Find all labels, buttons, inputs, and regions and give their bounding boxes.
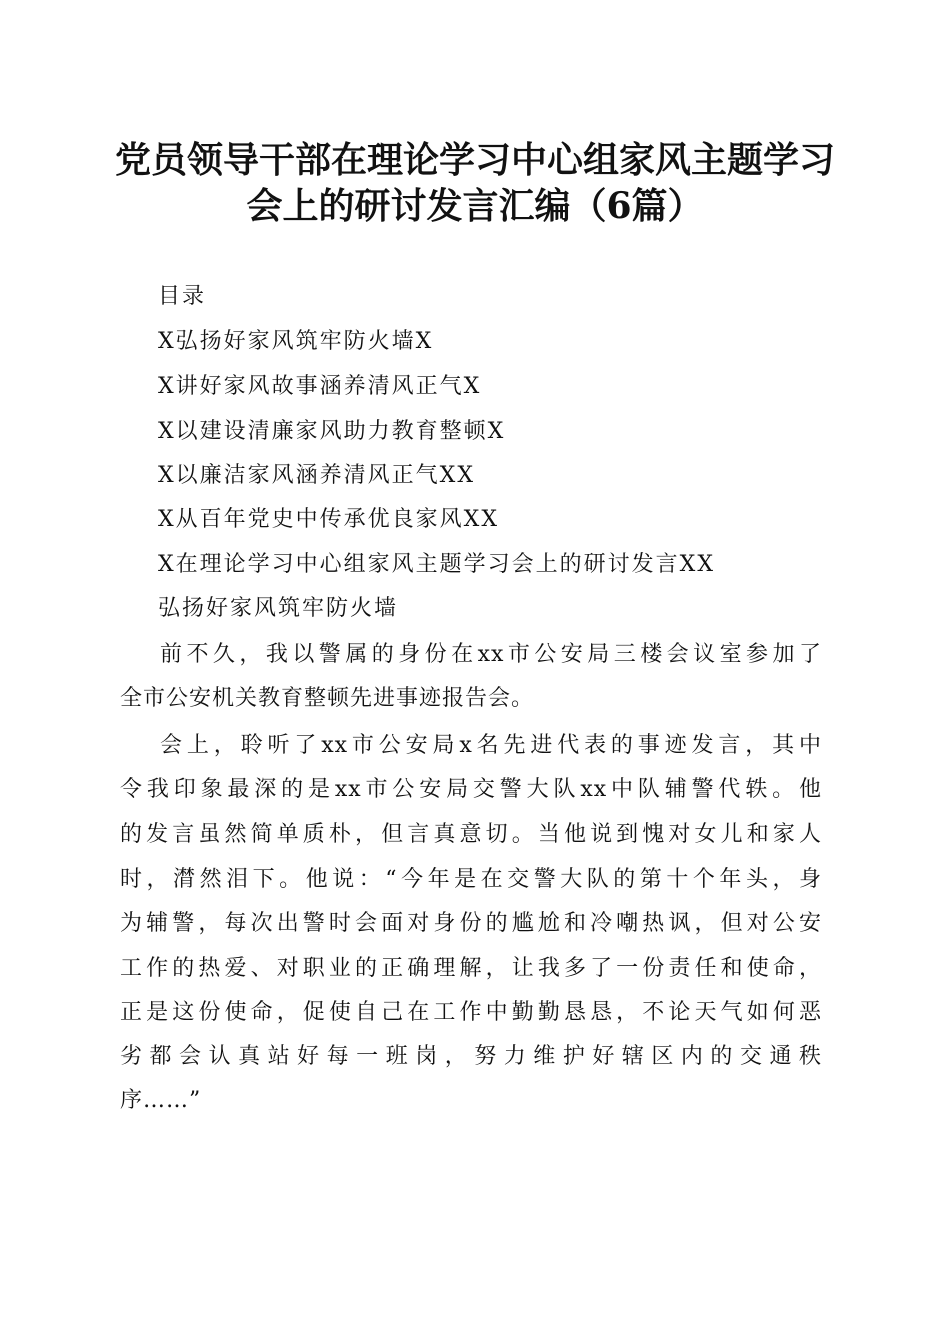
paragraph-2-line: 时，潸然泪下。他说：“今年是在交警大队的第十个年头，身 [120, 867, 822, 892]
toc-item: X以建设清廉家风助力教育整顿X [158, 419, 506, 444]
paragraph-2-line: 工作的热爱、对职业的正确理解，让我多了一份责任和使命， [120, 956, 822, 981]
toc-item: X在理论学习中心组家风主题学习会上的研讨发言XX [158, 552, 715, 577]
toc-item: X弘扬好家风筑牢防火墙X [158, 329, 434, 354]
document-title-line-2: 会上的研讨发言汇编（6篇） [246, 185, 704, 227]
paragraph-2-line: 劣都会认真站好每一班岗，努力维护好辖区内的交通秩 [120, 1044, 822, 1069]
toc-item: X从百年党史中传承优良家风XX [158, 507, 499, 532]
toc-item: X讲好家风故事涵养清风正气X [158, 374, 482, 399]
section-title: 弘扬好家风筑牢防火墙 [158, 596, 399, 621]
document-title-line-1: 党员领导干部在理论学习中心组家风主题学习 [114, 139, 835, 181]
paragraph-2-line: 会上，聆听了xx市公安局x名先进代表的事迹发言，其中 [160, 733, 822, 758]
paragraph-1-line: 前不久，我以警属的身份在xx市公安局三楼会议室参加了 [160, 642, 822, 667]
paragraph-1-line: 全市公安机关教育整顿先进事迹报告会。 [120, 686, 535, 711]
paragraph-2-line: 序……” [120, 1088, 202, 1113]
toc-item: X以廉洁家风涵养清风正气XX [158, 463, 475, 488]
paragraph-2-line: 令我印象最深的是xx市公安局交警大队xx中队辅警代轶。他 [120, 777, 822, 802]
paragraph-2-line: 为辅警，每次出警时会面对身份的尴尬和冷嘲热讽，但对公安 [120, 911, 822, 936]
paragraph-2-line: 的发言虽然简单质朴，但言真意切。当他说到愧对女儿和家人 [120, 822, 822, 847]
paragraph-2-line: 正是这份使命，促使自己在工作中勤勤恳恳，不论天气如何恶 [120, 1000, 822, 1025]
toc-heading: 目录 [158, 284, 207, 309]
